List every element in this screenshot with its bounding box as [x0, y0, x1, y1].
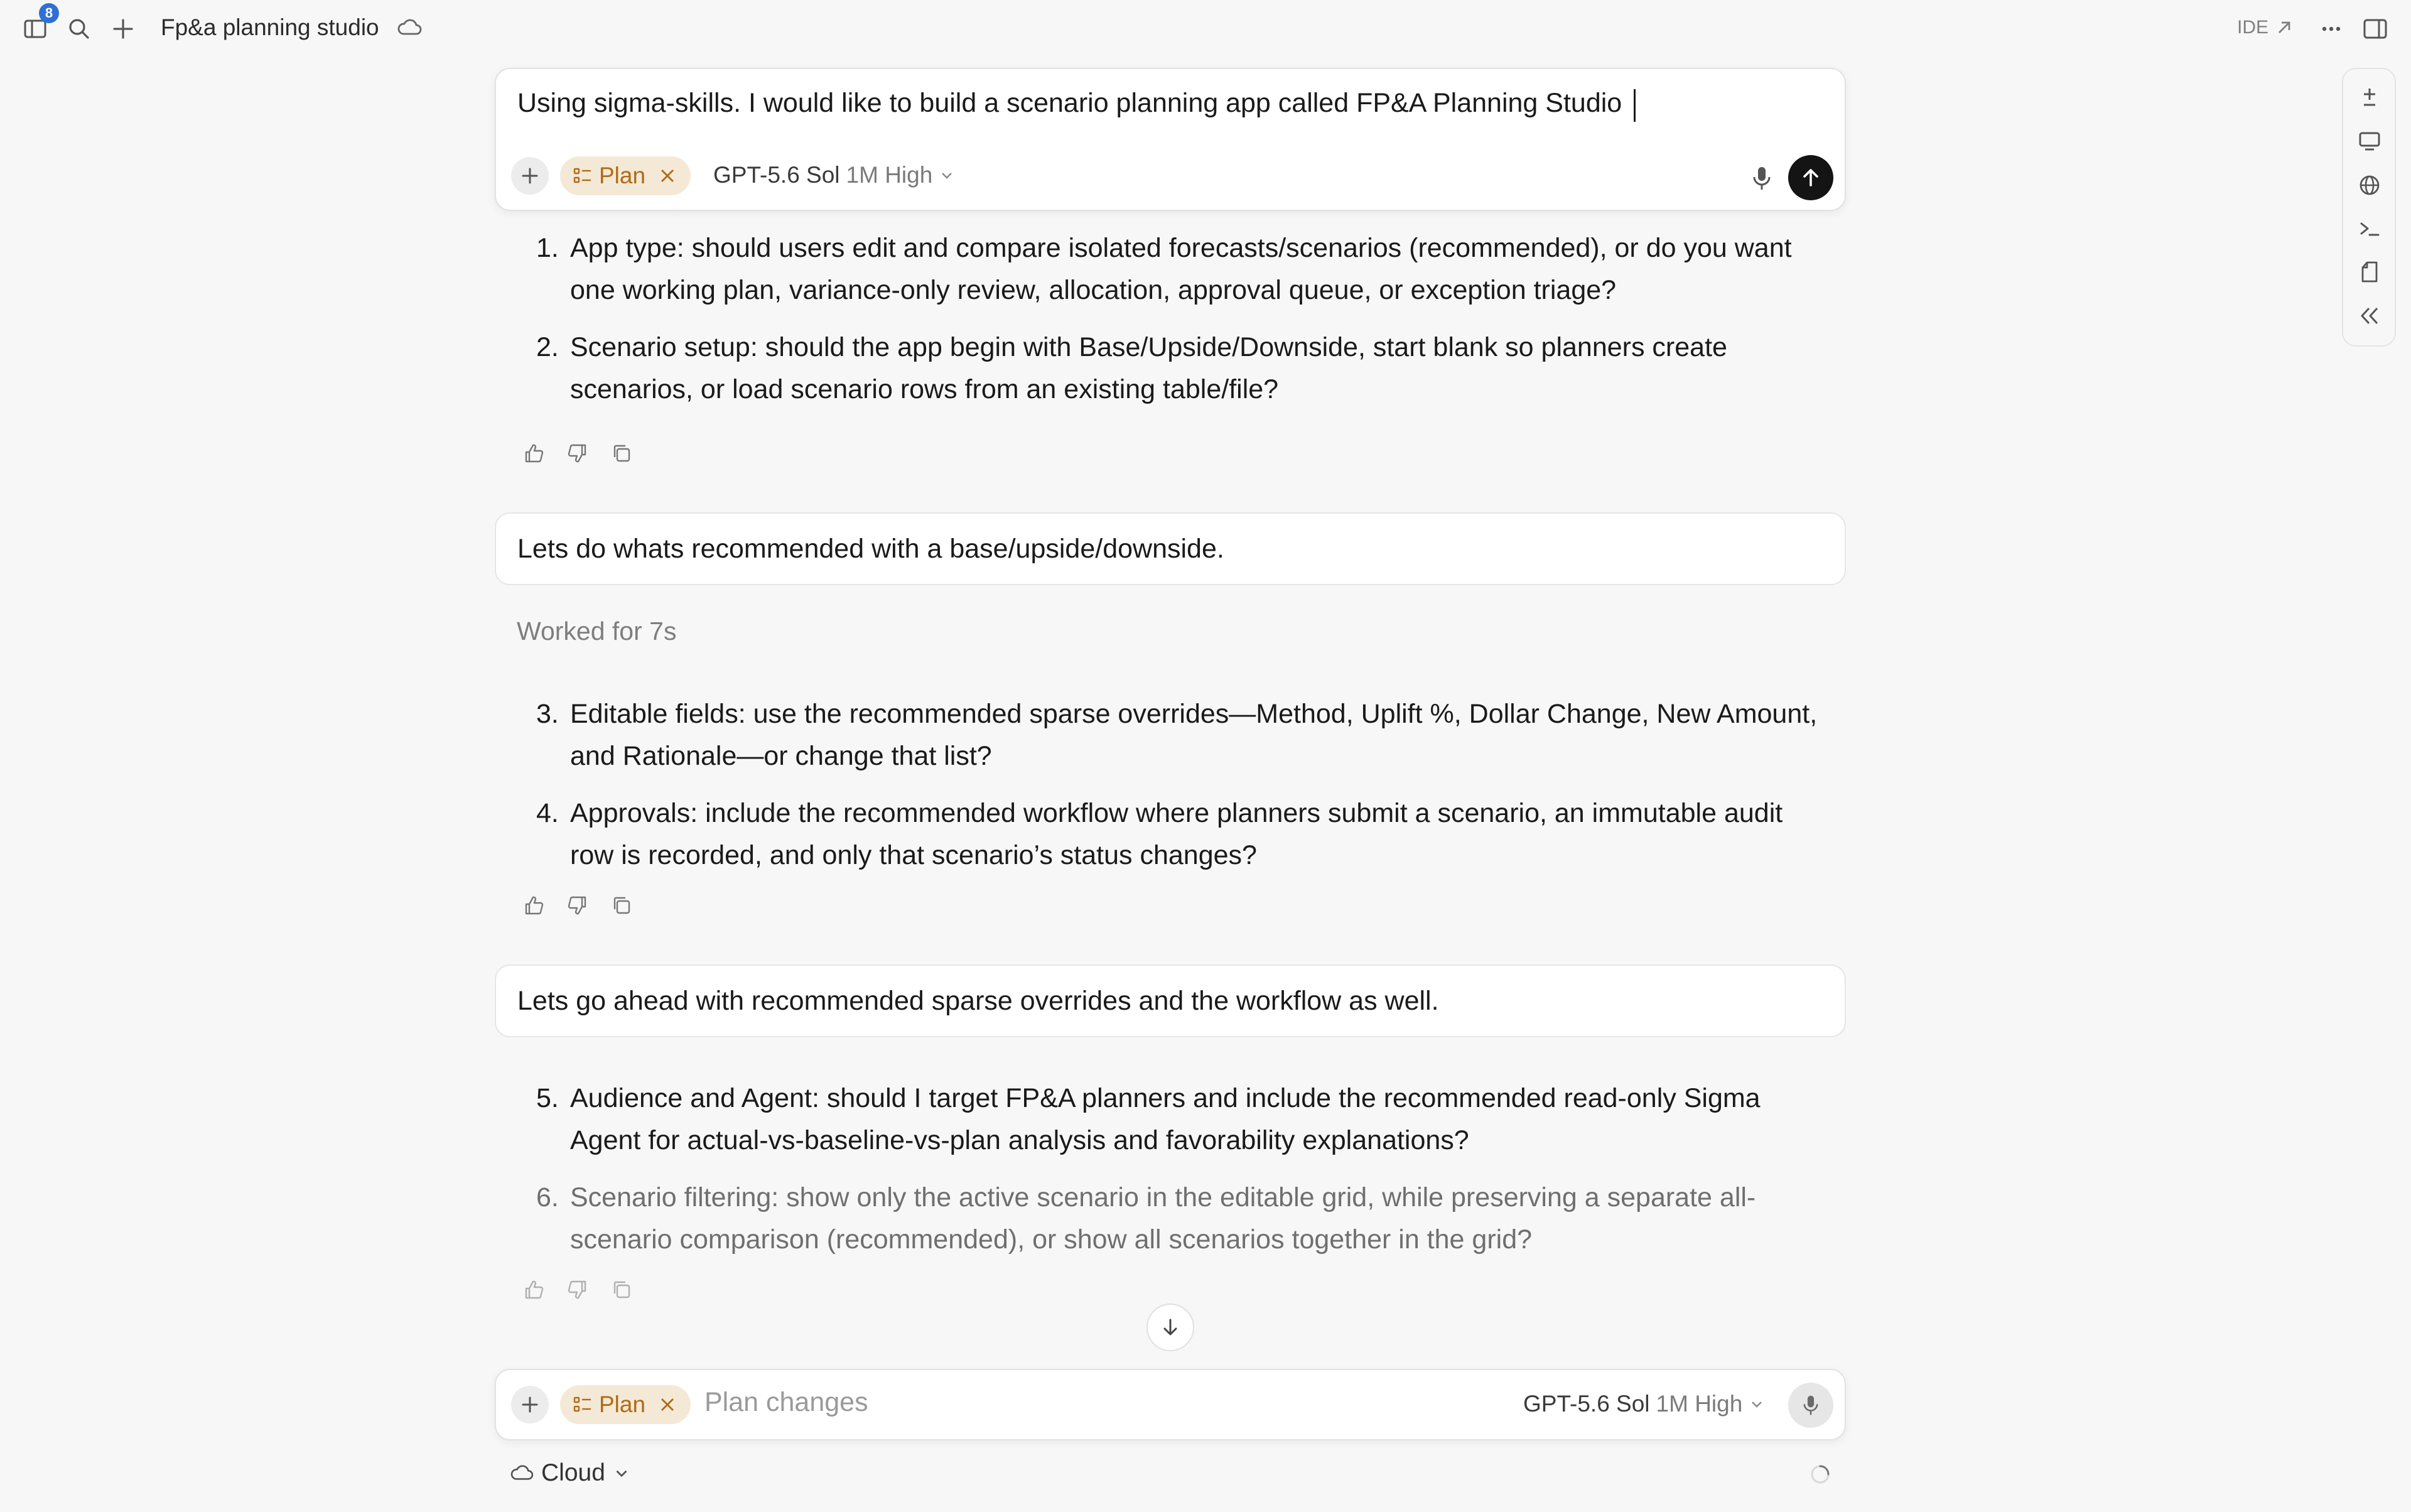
list-text: Approvals: include the recommended workflow where planners submit a scenario, an immutable audit row is recorded, and only that scenario’s status changes? [570, 798, 1783, 870]
new-chat-plus-icon[interactable] [108, 14, 138, 44]
list-number: 6. [536, 1182, 559, 1212]
plan-mode-chip[interactable] [560, 1385, 691, 1424]
model-detail: 1M High [1656, 1391, 1743, 1417]
copy-icon[interactable] [610, 442, 633, 465]
plan-list-icon [573, 166, 593, 186]
plan-chip-label: Plan [599, 163, 646, 188]
plan-mode-chip[interactable] [560, 156, 691, 195]
chevron-down-icon [613, 1464, 630, 1482]
user-message [495, 512, 1846, 585]
ide-label: IDE [2237, 17, 2269, 38]
user-message-text: Lets go ahead with recommended sparse overrides and the workflow as well. [517, 985, 1439, 1016]
thumbs-down-icon[interactable] [566, 894, 589, 917]
voice-input-button[interactable] [1788, 1383, 1833, 1428]
list-item [536, 1177, 1833, 1261]
send-button[interactable] [1788, 155, 1833, 200]
remove-plan-icon[interactable] [659, 168, 676, 184]
copy-icon[interactable] [610, 894, 633, 917]
list-number: 4. [536, 798, 559, 828]
cloud-sync-icon [397, 18, 422, 38]
list-number: 3. [536, 699, 559, 729]
loading-spinner-icon [1809, 1463, 1831, 1486]
list-number: 1. [536, 233, 559, 263]
scroll-to-bottom-button[interactable] [1146, 1304, 1194, 1351]
list-item [536, 327, 1833, 411]
right-panel-toggle-icon[interactable] [2360, 14, 2390, 44]
thumbs-up-icon[interactable] [522, 894, 545, 917]
list-number: 5. [536, 1083, 559, 1113]
search-icon[interactable] [64, 14, 94, 44]
list-item [536, 792, 1833, 877]
add-attachment-button[interactable] [511, 1386, 549, 1423]
chevron-down-icon [1749, 1396, 1765, 1412]
notification-badge: 8 [39, 3, 59, 23]
text-cursor [1634, 89, 1636, 122]
monitor-icon[interactable] [2354, 126, 2385, 157]
file-icon[interactable] [2354, 256, 2385, 288]
list-text: Audience and Agent: should I target FP&A planners and include the recommended read-only Sigma Agent for actual-vs-baseline-vs-plan analysis and favorability explanations? [570, 1083, 1761, 1155]
globe-icon[interactable] [2354, 170, 2385, 201]
thumbs-up-icon[interactable] [522, 442, 545, 465]
microphone-icon[interactable] [1749, 165, 1774, 192]
thumbs-down-icon[interactable] [566, 1278, 589, 1301]
copy-icon[interactable] [610, 1278, 633, 1301]
prompt-input[interactable]: Using sigma-skills. I would like to build a scenario planning app called FP&A Planning Studio [517, 88, 1622, 118]
list-text: Scenario setup: should the app begin with Base/Upside/Downside, start blank so planners create scenarios, or load scenario rows from an existing table/file? [570, 332, 1727, 404]
plan-list-icon [573, 1395, 593, 1415]
list-text: App type: should users edit and compare isolated forecasts/scenarios (recommended), or do you want one working plan, variance-only review, allocation, approval queue, or exception triage? [570, 233, 1792, 305]
list-number: 2. [536, 332, 559, 362]
thumbs-up-icon[interactable] [522, 1278, 545, 1301]
diff-icon[interactable] [2354, 82, 2385, 113]
remove-plan-icon[interactable] [659, 1396, 676, 1413]
list-item [536, 693, 1833, 777]
model-detail: 1M High [846, 162, 933, 188]
model-name: GPT-5.6 Sol [1523, 1391, 1650, 1417]
environment-selector[interactable] [510, 1459, 630, 1487]
message-actions [522, 894, 633, 917]
model-selector[interactable] [1523, 1391, 1765, 1417]
message-actions [522, 442, 633, 465]
ide-link[interactable] [2237, 17, 2268, 38]
collapse-icon[interactable] [2354, 300, 2385, 332]
list-text: Editable fields: use the recommended sparse overrides—Method, Uplift %, Dollar Change, New Amount, and Rationale—or change that list? [570, 699, 1818, 771]
list-item [536, 227, 1833, 311]
list-text: Scenario filtering: show only the active scenario in the editable grid, while preserving a separate all-scenario comparison (recommended), or show all scenarios together in the grid? [570, 1182, 1756, 1255]
plan-changes-input[interactable]: Plan changes [704, 1387, 868, 1417]
environment-label: Cloud [541, 1459, 605, 1486]
bottom-composer [495, 1369, 1846, 1440]
model-selector[interactable] [713, 162, 955, 188]
list-item [536, 1077, 1833, 1162]
chevron-down-icon [939, 167, 955, 183]
add-attachment-button[interactable] [511, 157, 549, 195]
edit-composer [495, 68, 1846, 211]
message-actions [522, 1278, 633, 1301]
terminal-icon[interactable] [2354, 213, 2385, 245]
cloud-icon [510, 1464, 534, 1482]
worked-duration[interactable]: Worked for 7s [517, 617, 677, 645]
user-message-text: Lets do whats recommended with a base/upside/downside. [517, 533, 1224, 564]
user-message [495, 964, 1846, 1037]
plan-chip-label: Plan [599, 1391, 646, 1417]
model-name: GPT-5.6 Sol [713, 162, 840, 188]
tool-rail [2342, 68, 2396, 347]
more-options-icon[interactable] [2316, 14, 2346, 44]
thumbs-down-icon[interactable] [566, 442, 589, 465]
external-link-icon [2275, 18, 2294, 37]
page-title: Fp&a planning studio [161, 14, 379, 40]
